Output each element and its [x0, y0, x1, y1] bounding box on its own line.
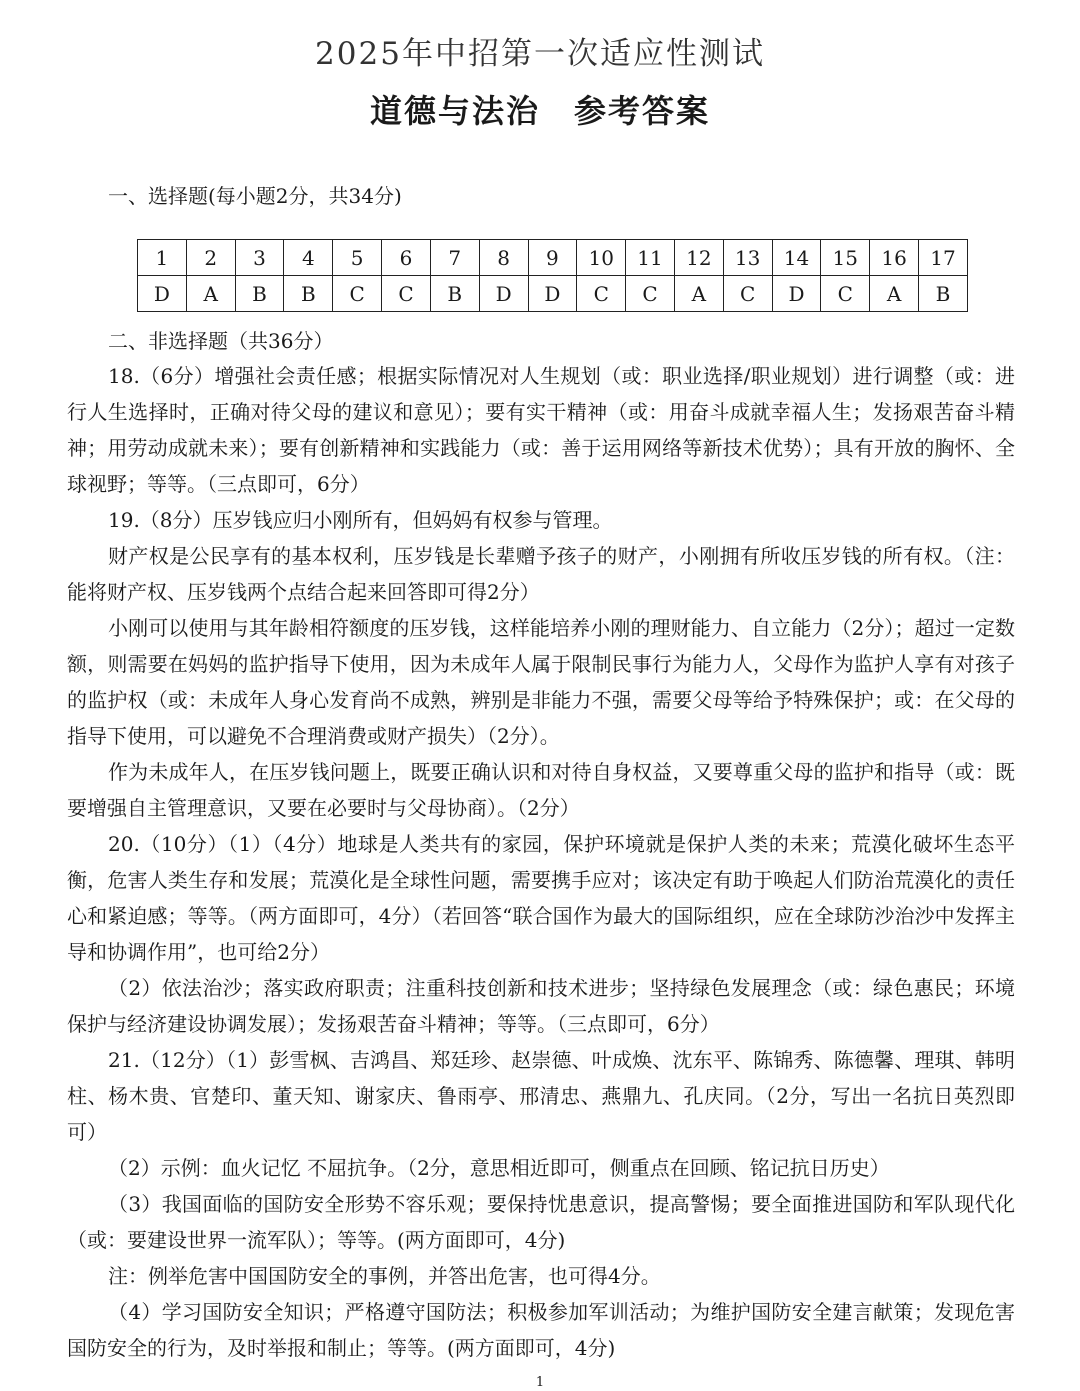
question-number: 11 — [626, 240, 675, 276]
answer-letter: D — [138, 276, 187, 312]
question-number: 8 — [479, 240, 528, 276]
answer-letter: B — [235, 276, 284, 312]
question-number: 5 — [333, 240, 382, 276]
question-number-row — [138, 240, 968, 276]
answer-letter: C — [626, 276, 675, 312]
answer-19-minor: 作为未成年人，在压岁钱问题上，既要正确认识和对待自身权益，又要尊重父母的监护和指导（或：既要增强自主管理意识，又要在必要时与父母协商）。（2分） — [67, 760, 1015, 820]
answer-19-intro: 19.（8分）压岁钱应归小刚所有，但妈妈有权参与管理。 — [108, 508, 613, 532]
answer-letter: C — [382, 276, 431, 312]
question-number: 16 — [870, 240, 919, 276]
answer-21-part-1: 21.（12分）（1）彭雪枫、吉鸿昌、郑廷珍、赵崇德、叶成焕、沈东平、陈锦秀、陈德馨、理琪、韩明柱、杨木贵、官楚印、董天知、谢家庆、鲁雨亭、邢清忠、燕鼎九、孔庆同。（2分，写出一名抗日英烈即可） — [67, 1048, 1015, 1144]
answer-20-part-2: （2）依法治沙；落实政府职责；注重科技创新和技术进步；坚持绿色发展理念（或：绿色惠民；环境保护与经济建设协调发展）；发扬艰苦奋斗精神；等等。（三点即可，6分） — [67, 976, 1015, 1036]
section-2-heading: 二、非选择题（共36分） — [108, 329, 334, 353]
answer-key-label: 参考答案 — [574, 92, 711, 130]
section-1-heading: 一、选择题(每小题2分，共34分) — [108, 184, 402, 208]
answer-21-part-4: （4）学习国防安全知识；严格遵守国防法；积极参加军训活动；为维护国防安全建言献策；发现危害国防安全的行为，及时举报和制止；等等。(两方面即可，4分) — [67, 1300, 1015, 1360]
answer-21-part-2: （2）示例：血火记忆 不屈抗争。（2分，意思相近即可，侧重点在回顾、铭记抗日历史） — [108, 1156, 890, 1180]
question-number: 9 — [528, 240, 577, 276]
answer-letter: B — [430, 276, 479, 312]
question-number: 6 — [382, 240, 431, 276]
answer-letter: B — [919, 276, 968, 312]
answer-19-usage: 小刚可以使用与其年龄相符额度的压岁钱，这样能培养小刚的理财能力、自立能力（2分）；超过一定数额，则需要在妈妈的监护指导下使用，因为未成年人属于限制民事行为能力人，父母作为监护人享有对孩子的监护权（或：未成年人身心发育尚不成熟，辨别是非能力不强，需要父母等给予特殊保护；或：在父母的指导下使用，可以避免不合理消费或财产损失）（2分）。 — [67, 616, 1015, 748]
exam-title: 2025年中招第一次适应性测试 — [315, 36, 765, 72]
answer-letter: A — [186, 276, 235, 312]
exam-subtitle — [0, 86, 1080, 132]
question-number: 2 — [186, 240, 235, 276]
question-number: 1 — [138, 240, 187, 276]
answer-row — [138, 276, 968, 312]
answer-20-part-1: 20.（10分）（1）（4分）地球是人类共有的家园，保护环境就是保护人类的未来；荒漠化破坏生态平衡，危害人类生存和发展；荒漠化是全球性问题，需要携手应对；该决定有助于唤起人们防治荒漠化的责任心和紧迫感；等等。（两方面即可，4分）（若回答“联合国作为最大的国际组织，应在全球防沙治沙中发挥主导和协调作用”，也可给2分） — [67, 832, 1015, 964]
section-2-body — [67, 358, 1015, 1366]
answer-letter: B — [284, 276, 333, 312]
answer-21-note: 注：例举危害中国国防安全的事例，并答出危害，也可得4分。 — [108, 1264, 661, 1288]
answer-letter: D — [772, 276, 821, 312]
question-number: 10 — [577, 240, 626, 276]
question-number: 7 — [430, 240, 479, 276]
answer-19-property-right: 财产权是公民享有的基本权利，压岁钱是长辈赠予孩子的财产，小刚拥有所收压岁钱的所有权。（注：能将财产权、压岁钱两个点结合起来回答即可得2分） — [67, 544, 1015, 604]
page-number: 1 — [535, 1375, 545, 1390]
answer-18: 18.（6分）增强社会责任感；根据实际情况对人生规划（或：职业选择/职业规划）进行调整（或：进行人生选择时，正确对待父母的建议和意见）；要有实干精神（或：用奋斗成就幸福人生；发扬艰苦奋斗精神；用劳动成就未来）；要有创新精神和实践能力（或：善于运用网络等新技术优势）；具有开放的胸怀、全球视野；等等。（三点即可，6分） — [67, 364, 1015, 496]
answer-21-part-3: （3）我国面临的国防安全形势不容乐观；要保持忧患意识，提高警惕；要全面推进国防和军队现代化（或：要建设世界一流军队）；等等。(两方面即可，4分) — [67, 1192, 1015, 1252]
question-number: 15 — [821, 240, 870, 276]
answer-letter: C — [821, 276, 870, 312]
answer-letter: D — [528, 276, 577, 312]
question-number: 14 — [772, 240, 821, 276]
answer-letter: A — [674, 276, 723, 312]
question-number: 4 — [284, 240, 333, 276]
answer-letter: A — [870, 276, 919, 312]
question-number: 3 — [235, 240, 284, 276]
answer-letter: C — [333, 276, 382, 312]
question-number: 12 — [674, 240, 723, 276]
answer-letter: D — [479, 276, 528, 312]
answer-letter: C — [577, 276, 626, 312]
answer-table — [137, 239, 968, 312]
question-number: 13 — [723, 240, 772, 276]
question-number: 17 — [919, 240, 968, 276]
subject-name: 道德与法治 — [369, 92, 540, 130]
answer-letter: C — [723, 276, 772, 312]
